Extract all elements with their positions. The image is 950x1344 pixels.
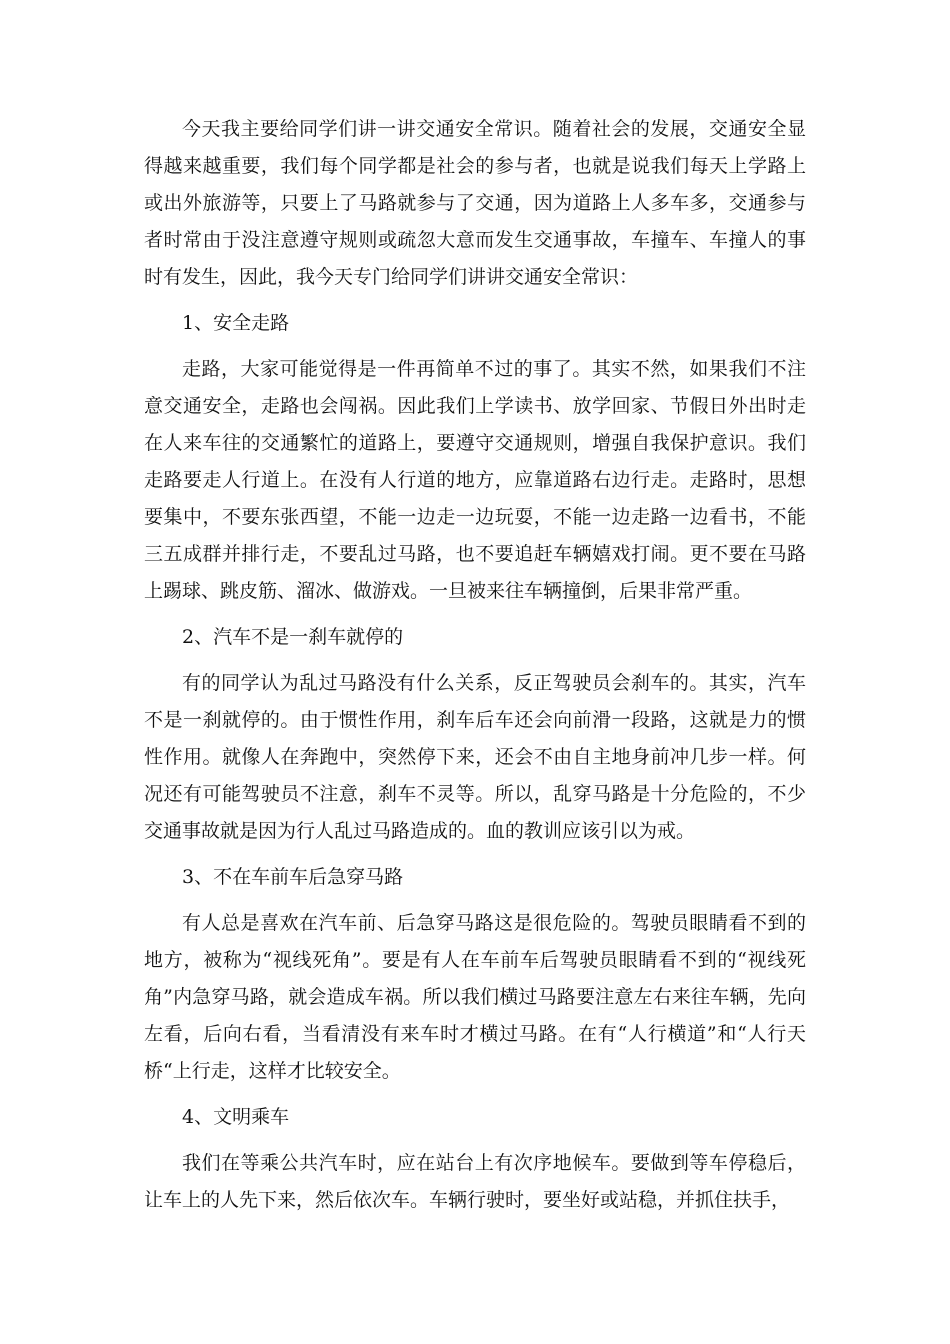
- section-heading-safe-walking: 1、安全走路: [182, 312, 290, 334]
- paragraph-crossing: 有人总是喜欢在汽车前、后急穿马路这是很危险的。驾驶员眼睛看不到的地方，被称为“视线死角”。要是有人在车前车后驾驶员眼睛看不到的“视线死角”内急穿马路，就会造成车祸。所以我们横过马路要注意左右来往车辆，先向左看，后向右看，当看清没有来车时才横过马路。在有“人行横道”和“人行天桥“上行走，这样才比较安全。: [144, 912, 806, 1082]
- section-heading-riding: 4、文明乘车: [182, 1106, 290, 1128]
- paragraph-braking: 有的同学认为乱过马路没有什么关系，反正驾驶员会刹车的。其实，汽车不是一刹就停的。由于惯性作用，刹车后车还会向前滑一段路，这就是力的惯性作用。就像人在奔跑中，突然停下来，还会不由自主地身前冲几步一样。何况还有可能驾驶员不注意，刹车不灵等。所以，乱穿马路是十分危险的，不少交通事故就是因为行人乱过马路造成的。血的教训应该引以为戒。: [144, 672, 806, 842]
- paragraph-riding: 我们在等乘公共汽车时，应在站台上有次序地候车。要做到等车停稳后，让车上的人先下来，然后依次车。车辆行驶时，要坐好或站稳，并抓住扶手，: [144, 1152, 806, 1211]
- section-heading-braking: 2、汽车不是一刹车就停的: [182, 626, 404, 648]
- section-heading-crossing: 3、不在车前车后急穿马路: [182, 866, 404, 888]
- document-body: [144, 111, 806, 1228]
- paragraph-safe-walking: 走路，大家可能觉得是一件再简单不过的事了。其实不然，如果我们不注意交通安全，走路也会闯祸。因此我们上学读书、放学回家、节假日外出时走在人来车往的交通繁忙的道路上，要遵守交通规则，增强自我保护意识。我们走路要走人行道上。在没有人行道的地方，应靠道路右边行走。走路时，思想要集中，不要东张西望，不能一边走一边玩耍，不能一边走路一边看书，不能三五成群并排行走，不要乱过马路，也不要追赶车辆嬉戏打闹。更不要在马路上踢球、跳皮筋、溜冰、做游戏。一旦被来往车辆撞倒，后果非常严重。: [144, 358, 806, 602]
- intro-paragraph: 今天我主要给同学们讲一讲交通安全常识。随着社会的发展，交通安全显得越来越重要，我们每个同学都是社会的参与者，也就是说我们每天上学路上或出外旅游等，只要上了马路就参与了交通，因为道路上人多车多，交通参与者时常由于没注意遵守规则或疏忽大意而发生交通事故，车撞车、车撞人的事时有发生，因此，我今天专门给同学们讲讲交通安全常识：: [144, 118, 806, 288]
